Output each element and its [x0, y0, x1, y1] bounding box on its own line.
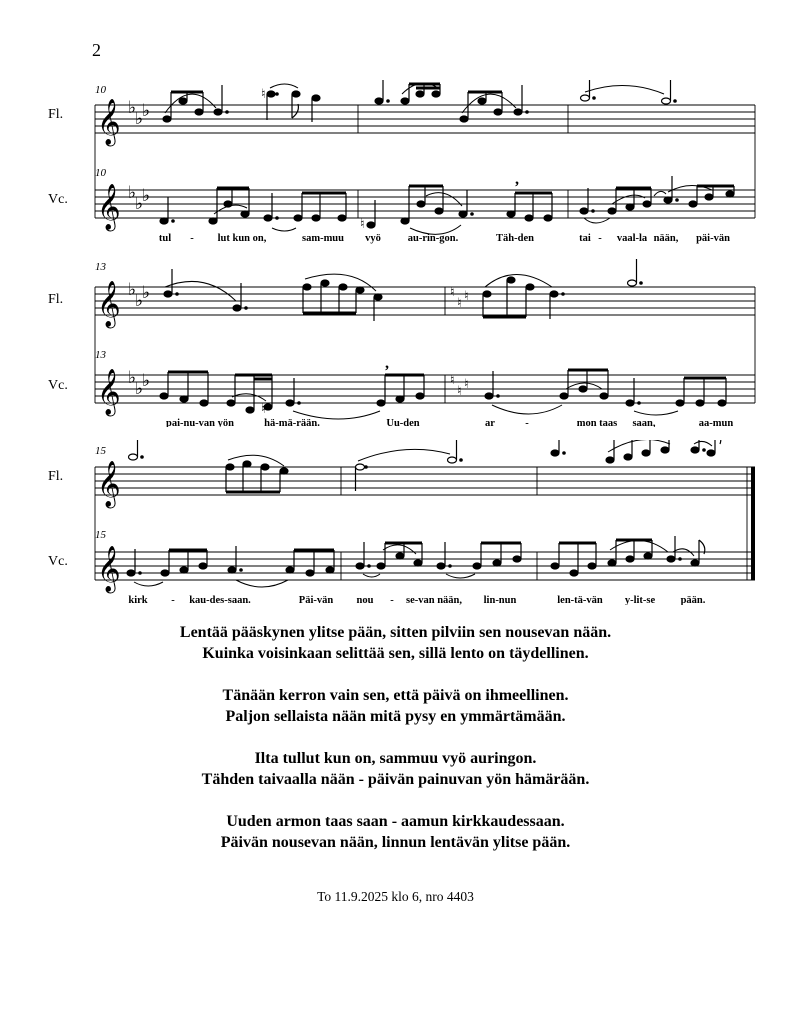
measure-number: 10 [95, 84, 106, 96]
flat-icon: ♭ [135, 379, 144, 399]
treble-clef-icon: 𝄞 [97, 281, 121, 327]
lyric-syllable: - [390, 595, 394, 605]
flat-icon: ♭ [135, 194, 144, 214]
lyric-syllable: saan, [632, 418, 656, 427]
lyric-syllable: mon taas [576, 418, 618, 427]
breath-mark-icon: , [385, 355, 389, 372]
music-system-1 [0, 80, 791, 245]
flat-icon: ♭ [142, 371, 151, 391]
poem-stanza [0, 622, 791, 664]
music-system-2 [0, 257, 791, 427]
lyric-syllable: sam-muu [301, 233, 345, 244]
treble-clef-icon: 𝄞 [97, 546, 121, 592]
measure-number: 15 [95, 529, 106, 541]
lyric-syllable: hä-mä-rään. [264, 418, 320, 427]
poem-line: Ilta tullut kun on, sammuu vyö auringon. [254, 750, 537, 767]
treble-clef-icon: 𝄞 [97, 99, 121, 145]
poem-line: Tähden taivaalla nään - päivän painuvan yön hämärään. [201, 771, 590, 788]
lyric-syllable: pai-nu-van yön [166, 418, 234, 427]
flute-label: Fl. [48, 292, 64, 307]
cello-staff [95, 552, 755, 580]
lyric-syllable: Täh-den [496, 233, 534, 244]
flute-staff [95, 467, 755, 580]
flute-label: Fl. [48, 469, 64, 484]
lyric-syllable: au-rin-gon. [407, 233, 459, 244]
lyric-syllable: y-lit-se [624, 595, 656, 605]
flat-icon: ♭ [135, 291, 144, 311]
lyric-syllable: päi-vän [696, 233, 730, 244]
cello-label: Vc. [48, 192, 68, 207]
poem-line: Tänään kerron vain sen, että päivä on ihmeellinen. [222, 687, 569, 704]
lyric-syllable: Päi-vän [298, 595, 334, 605]
lyric-syllable: lin-nun [483, 595, 517, 605]
lyric-syllable: Uu-den [386, 418, 420, 427]
lyric-syllable: aa-mun [698, 418, 734, 427]
poem-line: Uuden armon taas saan - aamun kirkkaudessaan. [226, 813, 565, 830]
poem-line: Kuinka voisinkaan selittää sen, sillä lento on täydellinen. [202, 645, 589, 662]
lyric-syllable: kau-des-saan. [189, 595, 251, 605]
flat-icon: ♭ [142, 283, 151, 303]
flat-icon: ♭ [142, 101, 151, 121]
lyric-syllable: nou [356, 595, 374, 605]
lyric-syllable: vyö [365, 233, 381, 244]
measure-number: 10 [95, 167, 106, 179]
poem-stanza [0, 748, 791, 790]
poem-stanza [0, 811, 791, 853]
poem-line: Paljon sellaista nään mitä pysy en ymmärtämään. [225, 708, 566, 725]
lyric-syllable: - [171, 595, 175, 605]
flute-label: Fl. [48, 107, 64, 122]
cello-label: Vc. [48, 378, 68, 393]
natural-icon: ♮ [261, 87, 266, 102]
poem-line: Päivän nousevan nään, linnun lentävän ylitse pään. [220, 834, 571, 851]
natural-icon: ♮ [457, 296, 462, 311]
natural-icon: ♮ [450, 285, 455, 300]
lyric-syllable: se-van nään, [405, 595, 463, 605]
lyric-syllable: vaal-la [616, 233, 648, 244]
lyric-syllable: nään, [653, 233, 679, 244]
flat-icon: ♭ [128, 368, 137, 388]
lyric-syllable: kirk [128, 595, 148, 605]
flat-icon: ♭ [135, 109, 144, 129]
natural-icon: ♮ [450, 373, 455, 388]
measure-number: 13 [95, 349, 106, 361]
flat-icon: ♭ [128, 183, 137, 203]
natural-icon: ♮ [360, 217, 365, 232]
natural-icon: ♮ [261, 402, 266, 417]
natural-icon: ♮ [464, 289, 469, 304]
cello-label: Vc. [48, 554, 68, 569]
lyric-syllable: - [525, 418, 529, 427]
flat-icon: ♭ [128, 98, 137, 118]
flat-icon: ♭ [142, 186, 151, 206]
poem-stanza [0, 685, 791, 727]
lyric-syllable: - [190, 233, 194, 244]
lyric-syllable: - [598, 233, 602, 244]
flute-staff [95, 287, 755, 403]
measure-number: 15 [95, 445, 106, 457]
poem-line: Lentää pääskynen ylitse pään, sitten pilviin sen nousevan nään. [179, 624, 612, 641]
cello-staff [95, 375, 755, 403]
lyric-syllable: lut kun on, [217, 233, 267, 244]
natural-icon: ♮ [464, 377, 469, 392]
poem-text [0, 622, 791, 874]
lyric-syllable: pään. [680, 595, 706, 605]
lyric-syllable: tul [158, 233, 172, 244]
footer-note: To 11.9.2025 klo 6, nro 4403 [317, 889, 474, 904]
measure-number: 13 [95, 261, 106, 273]
natural-icon: ♮ [457, 384, 462, 399]
music-system-3 [0, 440, 791, 605]
treble-clef-icon: 𝄞 [97, 461, 121, 507]
lyric-syllable: tai [579, 233, 591, 244]
lyric-syllable: len-tä-vän [557, 595, 603, 605]
lyric-syllable: ar [485, 418, 495, 427]
flat-icon: ♭ [128, 280, 137, 300]
page-number: 2 [92, 40, 101, 60]
treble-clef-icon: 𝄞 [97, 369, 121, 415]
breath-mark-icon: , [515, 171, 519, 188]
treble-clef-icon: 𝄞 [97, 184, 121, 230]
